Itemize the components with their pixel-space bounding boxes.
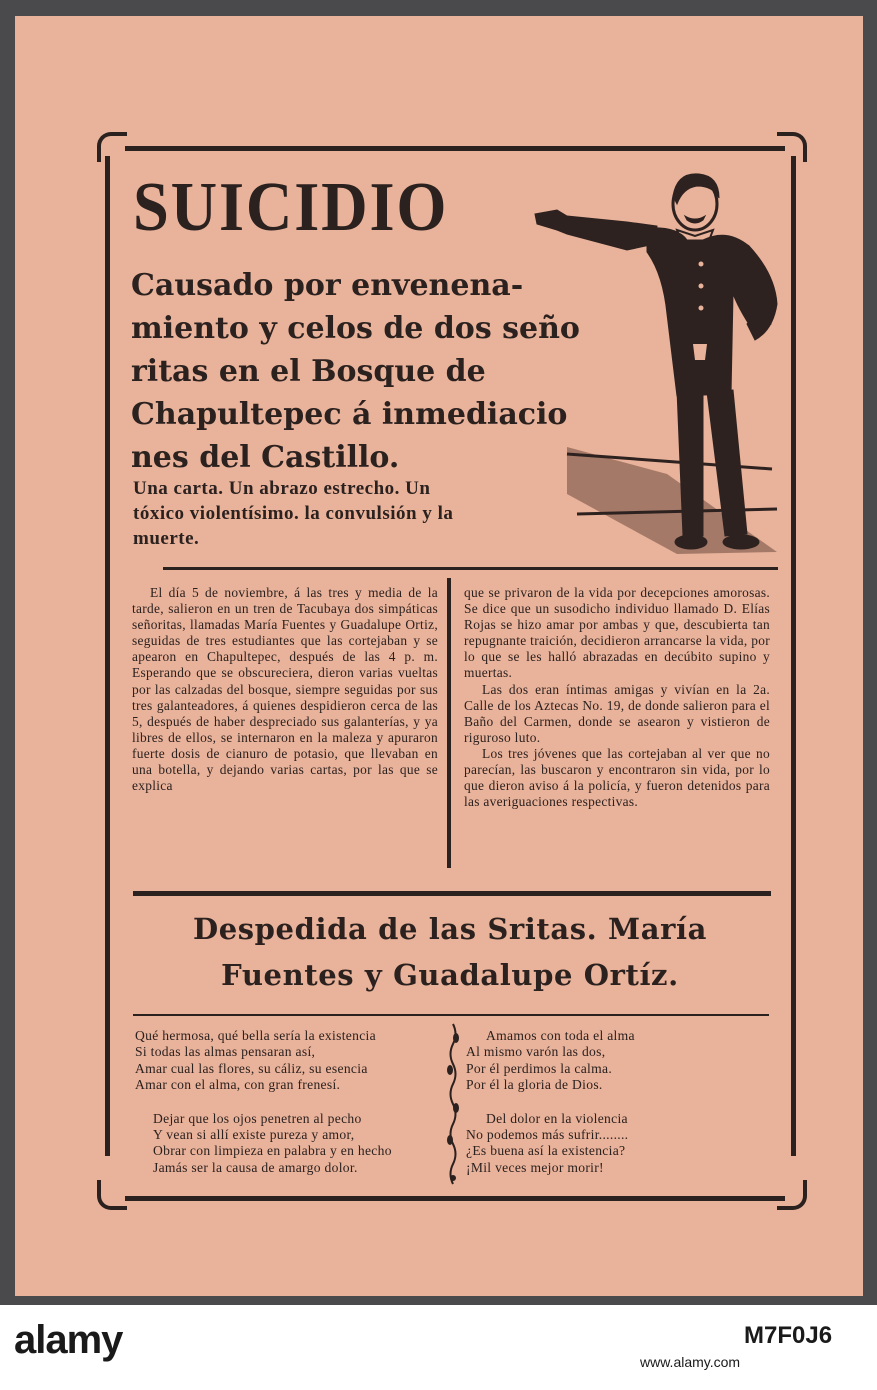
article-paragraph: que se privaron de la vida por decepciones amorosas. Se dice que un susodicho individuo llamado D. Elías Rojas se hizo amar por ambas y que, descubierta tan repugnante traición, decidieron arrancarse la vida, por lo que se les halló abrazadas en decúbito supino y muertas.	[464, 585, 770, 681]
article-paragraph: Los tres jóvenes que las cortejaban al ver que no parecían, las buscaron y encontraron sin vida, por lo que dieron aviso á la policía, y fueron detenidos para las averiguaciones respectivas.	[464, 745, 770, 810]
verse-column-right	[466, 1028, 766, 1193]
verse-line: Amar con el alma, con gran frenesí.	[135, 1077, 341, 1093]
verse-line: Qué hermosa, qué bella sería la existencia	[135, 1028, 376, 1043]
verse-line: Por él perdimos la calma.	[466, 1060, 613, 1076]
image-id-label: M7F0J6	[744, 1322, 833, 1349]
verse-line: No podemos más sufrir........	[466, 1127, 629, 1143]
verse-line: Y vean si allí existe pureza y amor,	[153, 1127, 355, 1143]
vine-divider-ornament	[446, 1020, 460, 1190]
border-bottom	[125, 1196, 785, 1201]
border-corner-ornament	[777, 1180, 807, 1210]
verse-line: Obrar con limpieza en palabra y en hecho	[153, 1143, 392, 1159]
article-paragraph: El día 5 de noviembre, á las tres y media de la tarde, salieron en un tren de Tacubaya dos simpáticas señoritas, llamadas María Fuentes y Guadalupe Ortiz, seguidas de tres estudiantes que las cortejaban y se apearon en Chapultepec, después de las 4 p. m. Esperando que se obscureciera, dieron varias vueltas por las calzadas del bosque, siempre seguidas por sus tres galanteadores, á quienes despidieron cerca de las 5, después de haber despreciado sus galanterías, y ya libres de ellos, se internaron en la maleza y apuraron fuerte dosis de cianuro de potasio, que llevaban en una botella, y dejando varias cartas, por las que se explica	[132, 585, 438, 794]
verse-stanza	[135, 1028, 445, 1094]
section-rule	[133, 1014, 769, 1016]
farewell-title: Despedida de las Sritas. María Fuentes y Guadalupe Ortíz.	[192, 912, 708, 992]
border-top	[125, 146, 785, 151]
article-column-right	[464, 585, 770, 810]
verse-stanza	[466, 1028, 766, 1094]
border-left	[105, 156, 110, 1156]
verse-line: Amamos con toda el alma	[486, 1028, 635, 1043]
section-rule	[163, 567, 778, 570]
section-rule	[133, 891, 771, 896]
border-right	[791, 156, 796, 1156]
verse-line: ¿Es buena así la existencia?	[466, 1143, 626, 1159]
headline-subtitle: Causado por envenena- miento y celos de dos seño ritas en el Bosque de Chapultepec á inmediacio nes del Castillo.	[131, 268, 580, 475]
article-paragraph: Las dos eran íntimas amigas y vivían en la 2a. Calle de los Aztecas No. 19, de donde salieron para el Baño del Carmen, donde se asearon y vistieron de riguroso luto.	[464, 681, 770, 745]
site-url-label: www.alamy.com	[640, 1354, 741, 1370]
column-divider	[447, 578, 451, 868]
verse-column-left	[135, 1028, 445, 1193]
verse-stanza	[135, 1111, 445, 1177]
verse-line: Jamás ser la causa de amargo dolor.	[153, 1159, 358, 1175]
border-corner-ornament	[97, 1180, 127, 1210]
verse-line: Por él la gloria de Dios.	[466, 1077, 603, 1093]
verse-line: Amar cual las flores, su cáliz, su esencia	[135, 1060, 368, 1076]
verse-stanza	[466, 1111, 766, 1177]
verse-line: Del dolor en la violencia	[486, 1110, 628, 1126]
headline-tagline: Una carta. Un abrazo estrecho. Un tóxico violentísimo. la convulsión y la muerte.	[133, 478, 454, 549]
article-column-left	[132, 585, 438, 794]
alamy-logo: alamy	[14, 1318, 123, 1362]
border-corner-ornament	[97, 132, 127, 162]
verse-line: Al mismo varón las dos,	[466, 1044, 606, 1060]
verse-line: Dejar que los ojos penetren al pecho	[153, 1110, 362, 1126]
broadside-sheet	[15, 16, 863, 1296]
verse-line: Si todas las almas pensaran así,	[135, 1044, 316, 1060]
pointing-man-engraving	[527, 164, 789, 564]
headline-title: SUICIDIO	[133, 169, 449, 246]
verse-line: ¡Mil veces mejor morir!	[466, 1159, 604, 1175]
border-corner-ornament	[777, 132, 807, 162]
